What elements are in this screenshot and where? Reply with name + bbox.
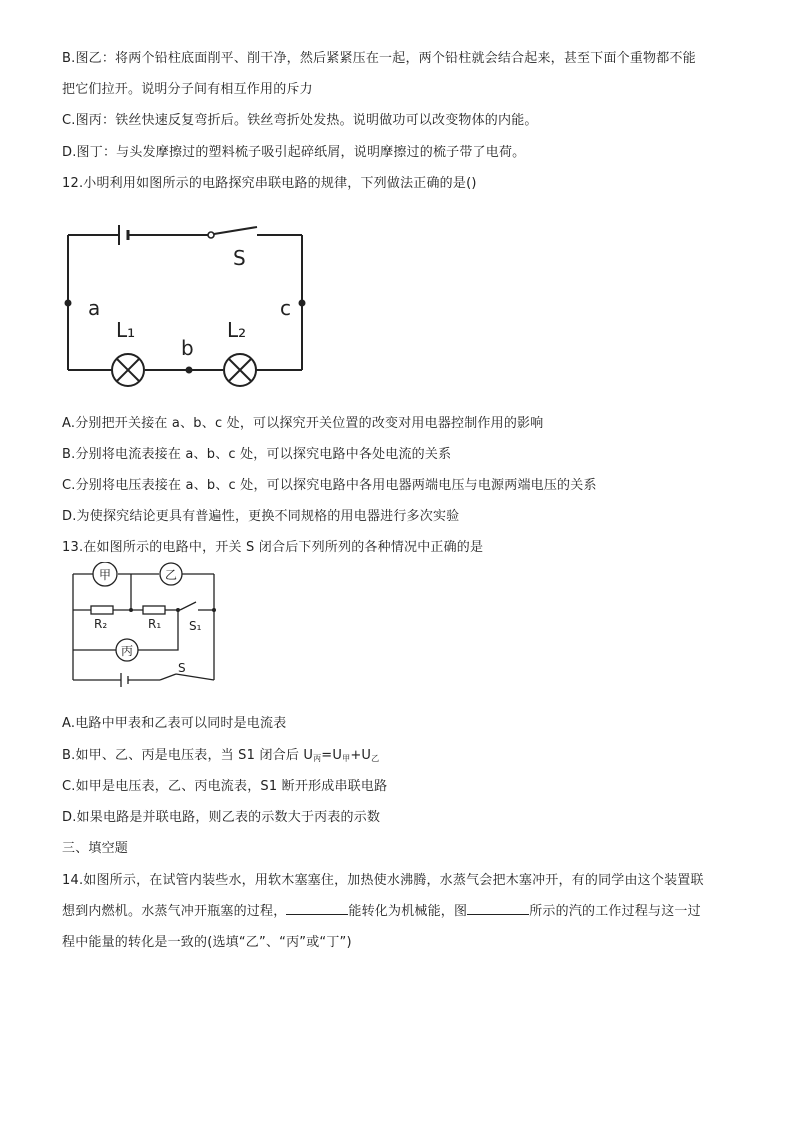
node-c-label: c <box>280 296 291 320</box>
switch-s1-blade <box>180 602 196 610</box>
switch-pivot <box>208 232 214 238</box>
q12-circuit-diagram <box>60 215 310 390</box>
answer-blank-1[interactable] <box>286 902 348 915</box>
q13-option-d: D.如果电路是并联电路，则乙表的示数大于丙表的示数 <box>62 810 381 825</box>
q13-option-c: C.如甲是电压表，乙、丙电流表，S1 断开形成串联电路 <box>62 779 388 794</box>
node-b-dot <box>186 367 193 374</box>
q13-stem: 13.在如图所示的电路中，开关 S 闭合后下列所列的各种情况中正确的是 <box>62 540 484 555</box>
section-title: 三、填空题 <box>62 841 129 856</box>
lamp-l2 <box>224 354 256 386</box>
resistor-r1 <box>143 606 165 614</box>
battery-plates <box>121 673 128 687</box>
lamp-l1 <box>112 354 144 386</box>
q13-option-b: B.如甲、乙、丙是电压表，当 S1 闭合后 $U_丙=U_甲+U_乙$ <box>62 748 380 763</box>
switch-blade <box>214 227 257 234</box>
q13-circuit-diagram <box>68 562 220 690</box>
switch-s-blade <box>160 674 176 680</box>
node-a-dot <box>65 300 72 307</box>
node-b-label: b <box>181 336 194 360</box>
q14-line-1: 14.如图所示，在试管内装些水，用软木塞塞住，加热使水沸腾，水蒸气会把木塞冲开，有的同学由这个装置联 <box>62 873 704 888</box>
resistor-r2 <box>91 606 113 614</box>
meter-yi-label: 乙 <box>164 568 178 582</box>
q12-stem: 12.小明利用如图所示的电路探究串联电路的规律，下列做法正确的是() <box>62 176 477 191</box>
resistor-r2-label: R₂ <box>94 617 108 631</box>
switch-label: S <box>233 246 246 270</box>
option-d-text: D.图丁：与头发摩擦过的塑料梳子吸引起碎纸屑，说明摩擦过的梳子带了电荷。 <box>62 145 526 160</box>
option-b-text: B.图乙：将两个铅柱底面削平、削干净，然后紧紧压在一起，两个铅柱就会结合起来，甚至下面个重物都不能 <box>62 51 696 66</box>
switch-s-label: S <box>178 661 186 675</box>
meter-jia-label: 甲 <box>98 568 112 582</box>
lamp-l2-label: L₂ <box>227 318 247 342</box>
option-c-text: C.图丙：铁丝快速反复弯折后。铁丝弯折处发热。说明做功可以改变物体的内能。 <box>62 113 538 128</box>
q13-option-a: A.电路中甲表和乙表可以同时是电流表 <box>62 716 287 731</box>
junction-dot-1 <box>129 608 133 612</box>
q12-option-a: A.分别把开关接在 a、b、c 处，可以探究开关位置的改变对用电器控制作用的影响 <box>62 416 544 431</box>
node-c-dot <box>299 300 306 307</box>
answer-blank-2[interactable] <box>467 902 529 915</box>
meter-bing-label: 丙 <box>120 644 134 658</box>
resistor-r1-label: R₁ <box>148 617 162 631</box>
q14-line-2: 想到内燃机。水蒸气冲开瓶塞的过程， 能转化为机械能，图 所示的汽的工作过程与这一过 <box>62 904 701 919</box>
junction-dot-2 <box>176 608 180 612</box>
q12-option-d: D.为使探究结论更具有普遍性，更换不同规格的用电器进行多次实验 <box>62 509 460 524</box>
option-b-text-cont: 把它们拉开。说明分子间有相互作用的斥力 <box>62 82 313 97</box>
node-a-label: a <box>88 296 101 320</box>
junction-dot-3 <box>212 608 216 612</box>
q12-option-c: C.分别将电压表接在 a、b、c 处，可以探究电路中各用电器两端电压与电源两端电压的关系 <box>62 478 597 493</box>
lamp-l1-label: L₁ <box>116 318 136 342</box>
q12-option-b: B.分别将电流表接在 a、b、c 处，可以探究电路中各处电流的关系 <box>62 447 452 462</box>
switch-s1-label: S₁ <box>189 619 202 633</box>
q14-line-3: 程中能量的转化是一致的(选填“乙”、“丙”或“丁”) <box>62 935 352 950</box>
